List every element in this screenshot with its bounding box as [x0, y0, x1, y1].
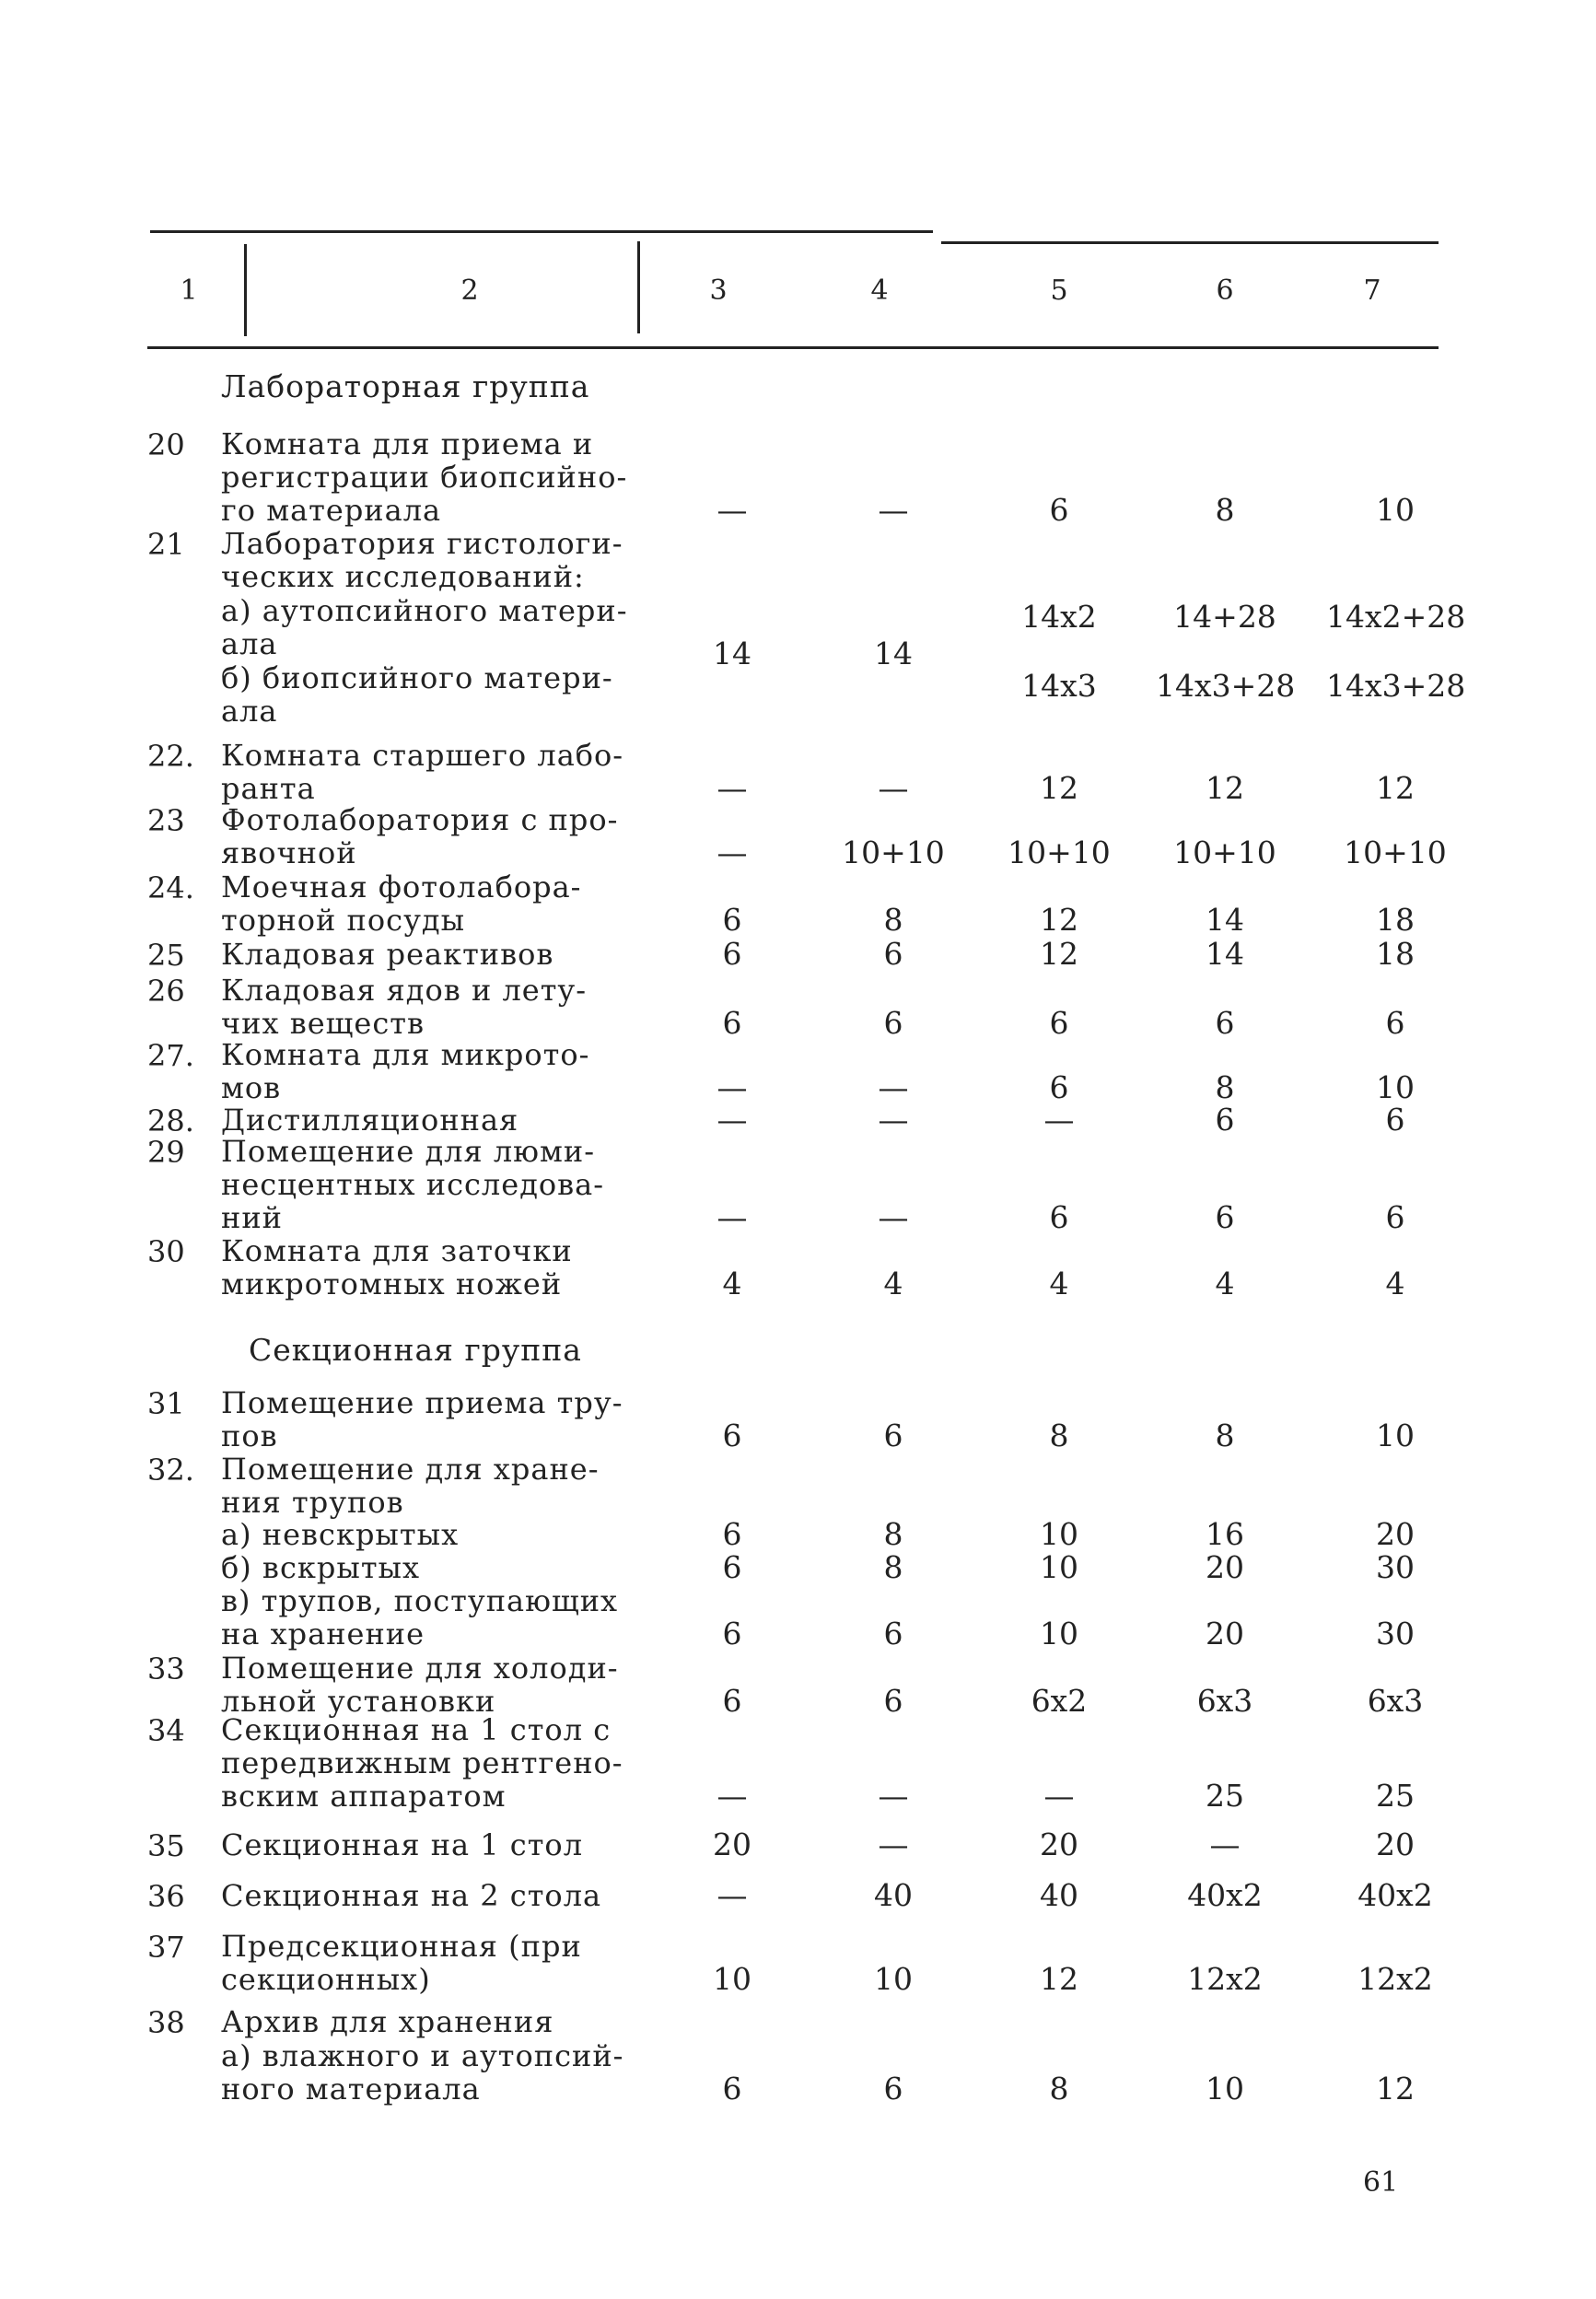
row-name: [221, 2005, 654, 2038]
cell-col-6: 6: [1215, 1199, 1235, 1235]
cell-col-7: 20: [1376, 1826, 1415, 1862]
header-col-2: 2: [460, 274, 479, 307]
row-name-line: Помещение для люми-: [221, 1134, 596, 1169]
cell-col-7: 12x2: [1357, 1961, 1433, 1997]
row-name: [221, 1135, 654, 1234]
row-name-line: Помещение приема тру-: [221, 1385, 623, 1420]
cell-col-5: 20: [1040, 1826, 1078, 1862]
row-number: 23: [147, 803, 185, 838]
cell-col-6: 20: [1206, 1616, 1244, 1651]
cell-col-7: 25: [1376, 1778, 1415, 1814]
row-number: 36: [147, 1879, 185, 1914]
row-name-line: секционных): [221, 1962, 431, 1997]
table-top-rule-right: [941, 241, 1439, 244]
cell-col-3: —: [716, 770, 748, 806]
row-name-line: ала: [221, 626, 278, 661]
row-name-line: ний: [221, 1200, 283, 1235]
row-name: [221, 1930, 654, 1996]
cell-col-5: 10: [1040, 1516, 1078, 1552]
row-name-line: Предсекционная (при: [221, 1929, 582, 1964]
cell-col-3: 4: [722, 1266, 742, 1301]
row-name: [221, 1103, 654, 1137]
cell-col-4: 6: [883, 1418, 903, 1453]
row-name: [221, 1551, 654, 1584]
row-number: 37: [147, 1930, 185, 1965]
row-name: [221, 594, 654, 660]
cell-col-7: 20: [1376, 1516, 1415, 1552]
row-name: [221, 1453, 654, 1519]
row-name-line: Секционная на 1 стол с: [221, 1712, 612, 1747]
cell-col-3: 6: [722, 902, 742, 938]
cell-col-7: 4: [1385, 1266, 1405, 1301]
row-number: 31: [147, 1386, 185, 1421]
cell-col-7: 30: [1376, 1616, 1415, 1651]
cell-col-6: 12: [1206, 770, 1244, 806]
row-number: 27.: [147, 1038, 194, 1073]
cell-col-7: 14x2+28: [1326, 599, 1466, 635]
cell-col-4: —: [878, 1199, 909, 1235]
row-name: [221, 1651, 654, 1718]
page-number: 61: [1363, 2166, 1399, 2199]
cell-col-7: 6: [1385, 1102, 1405, 1138]
row-name-line: Комната для заточки: [221, 1233, 573, 1268]
cell-col-7: 10: [1376, 1069, 1415, 1105]
cell-col-6: 8: [1215, 1418, 1235, 1453]
row-name-line: явочной: [221, 835, 357, 870]
row-name: [221, 1038, 654, 1104]
cell-col-4: 10: [874, 1961, 913, 1997]
cell-col-3: 6: [722, 2071, 742, 2106]
row-name: [221, 938, 654, 971]
cell-col-5: 14x2: [1021, 599, 1097, 635]
cell-col-5: 6: [1049, 1069, 1069, 1105]
row-name-line: Кладовая ядов и лету-: [221, 973, 588, 1008]
row-number: 25: [147, 938, 185, 973]
cell-col-7: 30: [1376, 1549, 1415, 1585]
row-number: 21: [147, 527, 185, 562]
row-name-line: мов: [221, 1070, 282, 1105]
row-name-line: на хранение: [221, 1616, 425, 1651]
cell-col-4: 6: [883, 1005, 903, 1041]
cell-col-7: 14x3+28: [1326, 668, 1466, 704]
header-col-3: 3: [709, 274, 728, 307]
cell-col-4: 8: [883, 902, 903, 938]
cell-col-5: 12: [1040, 770, 1078, 806]
row-name-line: регистрации биопсийно-: [221, 460, 628, 495]
row-name: [221, 527, 654, 593]
row-name-line: Комната для микрото-: [221, 1037, 590, 1072]
cell-col-7: 40x2: [1357, 1877, 1433, 1913]
cell-col-6: 6: [1215, 1005, 1235, 1041]
row-name-line: а) влажного и аутопсий-: [221, 2038, 624, 2073]
row-name-line: б) вскрытых: [221, 1550, 421, 1585]
cell-col-4: 8: [883, 1516, 903, 1552]
row-name-line: го материала: [221, 493, 442, 528]
row-name: [221, 1828, 654, 1861]
cell-col-7: 6: [1385, 1199, 1405, 1235]
cell-col-5: —: [1043, 1102, 1075, 1138]
cell-col-5: 10+10: [1008, 834, 1111, 870]
row-number: 28.: [147, 1103, 194, 1138]
cell-col-3: 6: [722, 1683, 742, 1719]
row-name-line: вским аппаратом: [221, 1779, 507, 1814]
cell-col-6: 4: [1215, 1266, 1235, 1301]
row-name-line: ческих исследований:: [221, 559, 585, 594]
header-col-5: 5: [1050, 274, 1068, 307]
row-name: [221, 427, 654, 527]
cell-col-7: 6: [1385, 1005, 1405, 1041]
cell-col-3: —: [716, 1778, 748, 1814]
cell-col-6: 16: [1206, 1516, 1244, 1552]
row-name-line: ния трупов: [221, 1485, 404, 1520]
header-col-1: 1: [180, 274, 198, 307]
cell-col-3: —: [716, 492, 748, 528]
row-number: 34: [147, 1713, 185, 1748]
cell-col-5: 14x3: [1021, 668, 1097, 704]
cell-col-3: —: [716, 1069, 748, 1105]
cell-col-4: 6: [883, 2071, 903, 2106]
cell-col-4: 40: [874, 1877, 913, 1913]
cell-col-6: 6x3: [1196, 1683, 1253, 1719]
row-name-line: несцентных исследова-: [221, 1167, 605, 1202]
cell-col-5: 12: [1040, 902, 1078, 938]
row-name-line: торной посуды: [221, 903, 466, 938]
row-name-line: Фотолаборатория с про-: [221, 802, 619, 837]
group-heading-lab: Лабораторная группа: [221, 368, 590, 404]
cell-col-3: —: [716, 834, 748, 870]
header-col-6: 6: [1216, 274, 1234, 307]
row-number: 24.: [147, 870, 194, 905]
cell-col-4: 6: [883, 1616, 903, 1651]
cell-col-5: 6x2: [1031, 1683, 1088, 1719]
cell-col-6: 10: [1206, 2071, 1244, 2106]
row-name-line: Кладовая реактивов: [221, 937, 554, 972]
cell-col-6: 8: [1215, 492, 1235, 528]
row-name-line: Моечная фотолабора-: [221, 869, 582, 904]
cell-col-5: 40: [1040, 1877, 1078, 1913]
cell-col-3: 6: [722, 1418, 742, 1453]
row-number: 29: [147, 1135, 185, 1170]
row-name: [221, 2039, 654, 2106]
row-number: 30: [147, 1234, 185, 1269]
cell-col-6: 40x2: [1187, 1877, 1263, 1913]
row-name: [221, 870, 654, 937]
cell-col-4: —: [878, 1102, 909, 1138]
row-name-line: передвижным рентгено-: [221, 1745, 623, 1780]
row-name-line: льной установки: [221, 1684, 496, 1719]
row-name: [221, 974, 654, 1040]
cell-col-3: 6: [722, 1616, 742, 1651]
row-name: [221, 739, 654, 805]
cell-col-3: 10: [713, 1961, 751, 1997]
cell-col-6: 14+28: [1173, 599, 1276, 635]
cell-col-4: 4: [883, 1266, 903, 1301]
cell-col-3: —: [716, 1199, 748, 1235]
table-header-rule: [147, 346, 1439, 349]
cell-col-5: 6: [1049, 1005, 1069, 1041]
cell-col-6: 12x2: [1187, 1961, 1263, 1997]
row-name: [221, 1713, 654, 1813]
header-col-7: 7: [1363, 274, 1381, 307]
row-name-line: Комната для приема и: [221, 426, 594, 461]
group-heading-section: Секционная группа: [249, 1332, 582, 1368]
cell-col-6: —: [1209, 1826, 1241, 1862]
cell-col-5: —: [1043, 1778, 1075, 1814]
row-name-line: Архив для хранения: [221, 2004, 554, 2039]
cell-col-3: —: [716, 1877, 748, 1913]
row-name-line: микротомных ножей: [221, 1266, 563, 1301]
cell-col-7: 18: [1376, 902, 1415, 938]
row-name: [221, 803, 654, 869]
cell-col-3: 20: [713, 1826, 751, 1862]
row-name: [221, 1584, 654, 1651]
row-name-line: ранта: [221, 771, 316, 806]
cell-col-7: 12: [1376, 770, 1415, 806]
cell-col-3: —: [716, 1102, 748, 1138]
row-name: [221, 1234, 654, 1301]
row-name-line: а) невскрытых: [221, 1517, 460, 1552]
row-name-line: Помещение для холоди-: [221, 1651, 619, 1686]
cell-col-6: 6: [1215, 1102, 1235, 1138]
row-name-line: пов: [221, 1418, 278, 1453]
row-name-line: Секционная на 1 стол: [221, 1827, 584, 1862]
cell-col-7: 18: [1376, 936, 1415, 972]
cell-col-6: 25: [1206, 1778, 1244, 1814]
cell-col-4: —: [878, 1826, 909, 1862]
cell-col-5: 10: [1040, 1616, 1078, 1651]
row-name-line: ала: [221, 694, 278, 729]
row-number: 35: [147, 1828, 185, 1863]
cell-col-4: —: [878, 770, 909, 806]
row-name: [221, 1518, 654, 1551]
cell-col-4: 6: [883, 936, 903, 972]
cell-col-3: 6: [722, 1516, 742, 1552]
cell-col-6: 8: [1215, 1069, 1235, 1105]
row-number: 20: [147, 427, 185, 462]
row-name-line: Помещение для хране-: [221, 1452, 600, 1487]
cell-col-4: —: [878, 492, 909, 528]
cell-col-6: 14: [1206, 902, 1244, 938]
cell-col-3: 6: [722, 1005, 742, 1041]
cell-col-5: 12: [1040, 1961, 1078, 1997]
cell-col-3: 6: [722, 936, 742, 972]
row-name: [221, 1879, 654, 1912]
cell-col-5: 6: [1049, 492, 1069, 528]
row-name-line: Секционная на 2 стола: [221, 1878, 602, 1913]
row-number: 32.: [147, 1453, 194, 1488]
cell-col-5: 12: [1040, 936, 1078, 972]
row-name-line: Комната старшего лабо-: [221, 738, 624, 773]
cell-col-5: 8: [1049, 2071, 1069, 2106]
cell-col-5: 6: [1049, 1199, 1069, 1235]
cell-col-7: 12: [1376, 2071, 1415, 2106]
cell-col-3: 6: [722, 1549, 742, 1585]
row-name-line: в) трупов, поступающих: [221, 1583, 619, 1618]
cell-col-5: 10: [1040, 1549, 1078, 1585]
row-name-line: Дистилляционная: [221, 1103, 519, 1138]
cell-col-6: 20: [1206, 1549, 1244, 1585]
cell-col-7: 10: [1376, 492, 1415, 528]
cell-col-4: 6: [883, 1683, 903, 1719]
row-name: [221, 661, 654, 728]
row-name-line: ного материала: [221, 2071, 481, 2106]
header-col-4: 4: [870, 274, 889, 307]
cell-col-3: 14: [713, 636, 751, 671]
cell-col-7: 10: [1376, 1418, 1415, 1453]
cell-col-5: 8: [1049, 1418, 1069, 1453]
row-name: [221, 1386, 654, 1453]
row-number: 26: [147, 974, 185, 1009]
row-number: 33: [147, 1651, 185, 1686]
row-number: 22.: [147, 739, 194, 774]
cell-col-6: 14x3+28: [1156, 668, 1296, 704]
cell-col-4: 10+10: [842, 834, 945, 870]
row-name-line: б) биопсийного матери-: [221, 660, 613, 695]
cell-col-7: 6x3: [1367, 1683, 1424, 1719]
header-divider-1: [244, 244, 247, 336]
cell-col-4: 14: [874, 636, 913, 671]
cell-col-5: 4: [1049, 1266, 1069, 1301]
cell-col-7: 10+10: [1344, 834, 1447, 870]
row-name-line: чих веществ: [221, 1006, 425, 1041]
cell-col-6: 14: [1206, 936, 1244, 972]
cell-col-4: —: [878, 1069, 909, 1105]
cell-col-4: —: [878, 1778, 909, 1814]
cell-col-6: 10+10: [1173, 834, 1276, 870]
row-name-line: а) аутопсийного матери-: [221, 593, 628, 628]
table-top-rule-left: [150, 230, 933, 233]
cell-col-4: 8: [883, 1549, 903, 1585]
header-divider-2: [637, 241, 640, 333]
row-name-line: Лаборатория гистологи-: [221, 526, 623, 561]
row-number: 38: [147, 2005, 185, 2040]
